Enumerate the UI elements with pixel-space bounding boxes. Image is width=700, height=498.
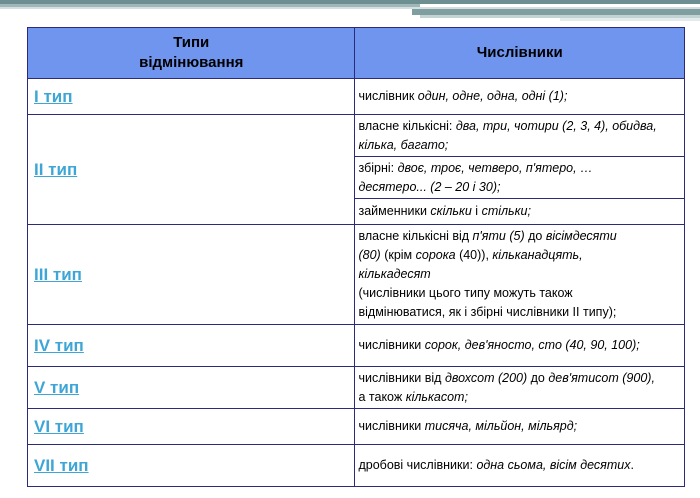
- declension-type-cell: [28, 79, 355, 115]
- numeral-description: [355, 325, 685, 367]
- description-text: числівники: [358, 419, 425, 433]
- header-declension-types: [28, 28, 355, 79]
- description-text: числівники: [358, 338, 425, 352]
- description-text: власне кількісні від: [358, 229, 473, 243]
- numeral-description: [355, 409, 685, 445]
- table-row: [28, 325, 685, 367]
- description-text: (числівники цього типу можуть також: [358, 286, 573, 300]
- table-row: [28, 445, 685, 487]
- example-text: скільки: [430, 204, 472, 218]
- numeral-description: [355, 115, 685, 157]
- example-text: два, три, чотири (2, 3, 4), обидва,: [455, 118, 657, 133]
- declension-type-link[interactable]: ІV тип: [34, 335, 84, 355]
- table-row: [28, 367, 685, 409]
- table-row: [28, 79, 685, 115]
- description-text: (40)),: [455, 248, 493, 262]
- description-text: власне кількісні:: [358, 118, 456, 133]
- example-text: п'яти (5): [472, 229, 525, 243]
- description-text: до: [524, 229, 546, 243]
- description-text: числівник: [358, 89, 418, 103]
- header-numerals: Числівники: [355, 28, 685, 79]
- declension-type-link[interactable]: V тип: [34, 377, 80, 397]
- numeral-description: [355, 445, 685, 487]
- declension-type-link[interactable]: І тип: [34, 86, 73, 106]
- example-text: дев'ятисот (900),: [548, 370, 655, 385]
- example-text: один, одне, одна, одні (1);: [417, 89, 568, 103]
- table-row: [28, 115, 685, 157]
- example-text: (80): [358, 248, 381, 262]
- description-text: збірні:: [358, 160, 398, 175]
- declension-type-cell: [28, 325, 355, 367]
- example-text: одна сьома, вісім десятих: [476, 458, 631, 472]
- header-types-line1: Типи: [173, 34, 210, 51]
- table-row: [28, 409, 685, 445]
- numeral-description: [355, 225, 685, 325]
- example-text: кількасот;: [405, 389, 468, 404]
- example-text: кілька, багато;: [358, 137, 449, 152]
- description-text: а також: [358, 389, 406, 404]
- description-text: і: [471, 204, 482, 218]
- table-row: [28, 225, 685, 325]
- declension-type-link[interactable]: VІІ тип: [34, 455, 89, 475]
- declension-type-cell: [28, 115, 355, 225]
- description-text: числівники від: [358, 370, 445, 385]
- example-text: тисяча, мільйон, мільярд;: [424, 419, 578, 433]
- example-text: вісімдесяти: [545, 229, 617, 243]
- numeral-description: [355, 79, 685, 115]
- declension-type-cell: [28, 367, 355, 409]
- example-text: сорока: [415, 248, 456, 262]
- declension-type-cell: [28, 445, 355, 487]
- declension-type-cell: [28, 225, 355, 325]
- example-text: сорок, дев'яносто, сто (40, 90, 100);: [424, 338, 640, 352]
- description-text: до: [527, 370, 549, 385]
- description-text: .: [630, 458, 634, 472]
- decorative-header-stripes: [0, 0, 700, 28]
- declension-type-link[interactable]: ІІІ тип: [34, 264, 82, 284]
- declension-type-cell: [28, 409, 355, 445]
- declension-table: [27, 27, 685, 487]
- example-text: кількадесят: [358, 267, 431, 281]
- description-text: займенники: [358, 204, 431, 218]
- header-types-line2: відмінювання: [139, 54, 244, 71]
- declension-type-link[interactable]: ІІ тип: [34, 159, 78, 179]
- example-text: кільканадцять,: [492, 248, 583, 262]
- description-text: відмінюватися, як і збірні числівники ІІ типу);: [358, 305, 617, 319]
- description-text: дробові числівники:: [358, 458, 477, 472]
- numeral-description: [355, 199, 685, 225]
- example-text: десятеро... (2 – 20 і 30);: [358, 179, 501, 194]
- description-text: (крім: [380, 248, 416, 262]
- table-header-row: [28, 28, 685, 79]
- example-text: двоє, троє, четверо, п'ятеро, …: [397, 160, 593, 175]
- example-text: двохсот (200): [444, 370, 528, 385]
- declension-type-link[interactable]: VІ тип: [34, 416, 84, 436]
- numeral-description: [355, 157, 685, 199]
- numeral-description: [355, 367, 685, 409]
- example-text: стільки;: [481, 204, 531, 218]
